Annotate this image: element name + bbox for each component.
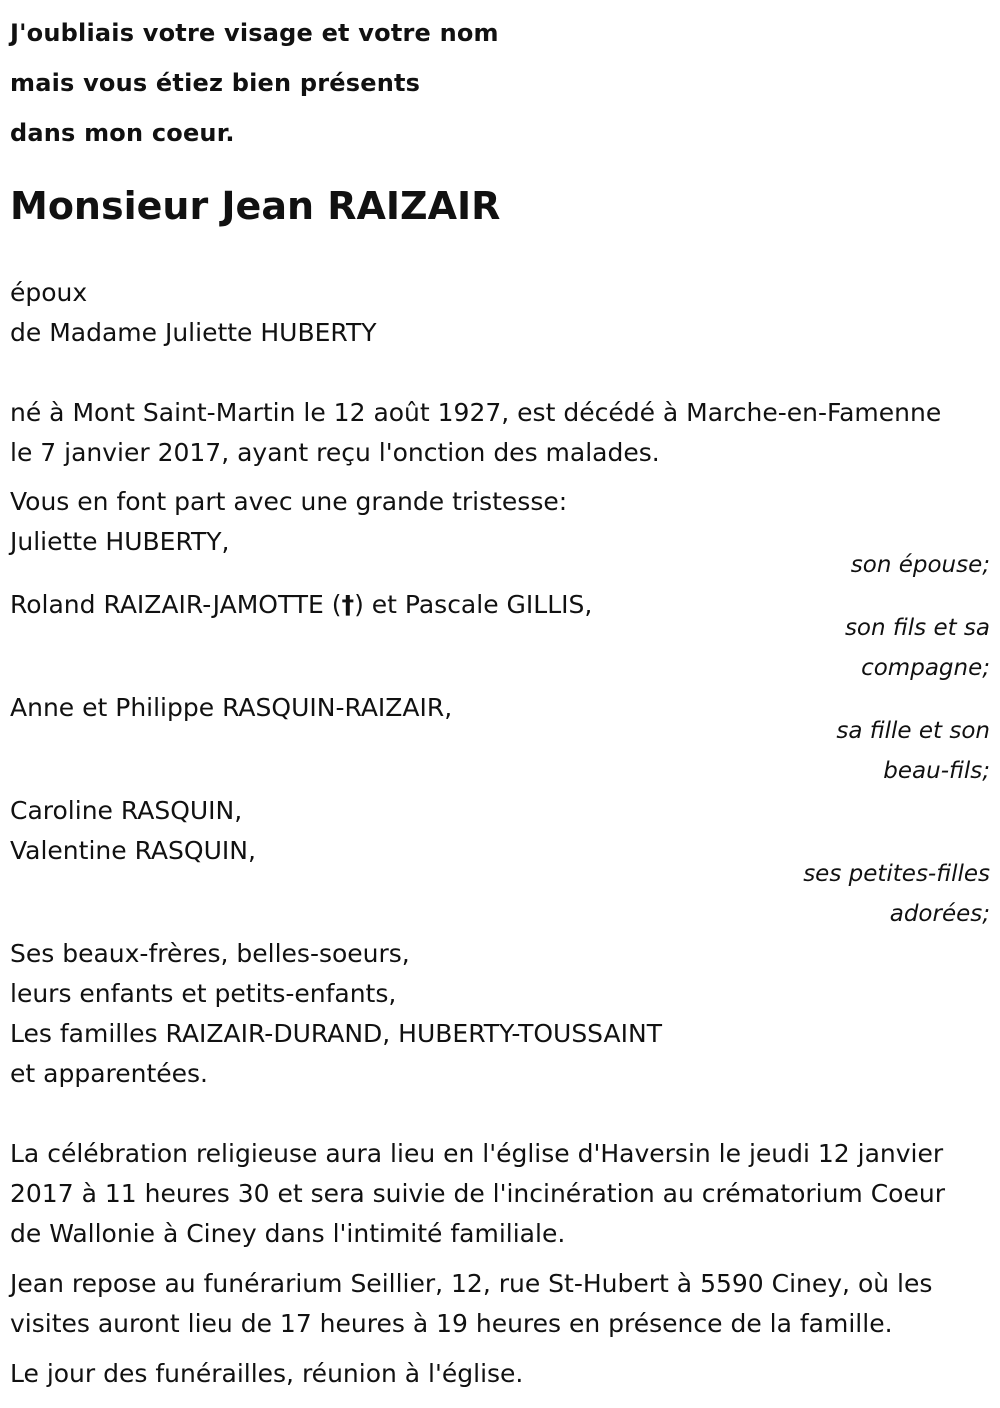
name-part: ) et Pascale GILLIS, bbox=[354, 590, 593, 619]
family-member-name: Juliette HUBERTY, bbox=[10, 527, 230, 556]
birth-death-line: né à Mont Saint-Martin le 12 août 1927, est décédé à Marche-en-Famenne bbox=[10, 398, 942, 427]
quote-line: dans mon coeur. bbox=[10, 119, 235, 147]
opening-quote bbox=[10, 8, 499, 158]
relatives-line: et apparentées. bbox=[10, 1059, 208, 1088]
spouse-name: de Madame Juliette HUBERTY bbox=[10, 318, 377, 347]
visit-line: Jean repose au funérarium Seillier, 12, rue St-Hubert à 5590 Ciney, où les bbox=[10, 1269, 933, 1298]
announcement: Vous en font part avec une grande tristesse: bbox=[10, 487, 568, 516]
final-note: Le jour des funérailles, réunion à l'église. bbox=[10, 1359, 524, 1388]
relatives-line: Les familles RAIZAIR-DURAND, HUBERTY-TOUSSAINT bbox=[10, 1019, 662, 1048]
family-member-role: ses petites-filles bbox=[803, 861, 990, 887]
quote-line: mais vous étiez bien présents bbox=[10, 69, 421, 97]
quote-line: J'oubliais votre visage et votre nom bbox=[10, 19, 499, 47]
visit-line: visites auront lieu de 17 heures à 19 heures en présence de la famille. bbox=[10, 1309, 893, 1338]
ceremony-line: de Wallonie à Ciney dans l'intimité familiale. bbox=[10, 1219, 566, 1248]
ceremony-line: 2017 à 11 heures 30 et sera suivie de l'incinération au crématorium Coeur bbox=[10, 1179, 945, 1208]
cross-icon: † bbox=[341, 590, 355, 619]
family-member-role: beau-fils; bbox=[883, 758, 990, 784]
family-member-role: sa fille et son bbox=[836, 718, 990, 744]
deceased-name-title: Monsieur Jean RAIZAIR bbox=[10, 184, 501, 228]
family-member-role: son fils et sa bbox=[844, 615, 990, 641]
relatives-line: leurs enfants et petits-enfants, bbox=[10, 979, 397, 1008]
relatives-line: Ses beaux-frères, belles-soeurs, bbox=[10, 939, 410, 968]
family-member-role: adorées; bbox=[889, 901, 990, 927]
family-member-name: Anne et Philippe RASQUIN-RAIZAIR, bbox=[10, 693, 453, 722]
family-member-name: Caroline RASQUIN, bbox=[10, 796, 243, 825]
family-member-role: son épouse; bbox=[850, 552, 990, 578]
family-member-name bbox=[10, 585, 592, 625]
family-member-name: Valentine RASQUIN, bbox=[10, 836, 256, 865]
birth-death-line: le 7 janvier 2017, ayant reçu l'onction des malades. bbox=[10, 438, 660, 467]
family-member-role: compagne; bbox=[861, 655, 990, 681]
ceremony-line: La célébration religieuse aura lieu en l'église d'Haversin le jeudi 12 janvier bbox=[10, 1139, 944, 1168]
name-part: Roland RAIZAIR-JAMOTTE ( bbox=[10, 590, 342, 619]
spouse-label: époux bbox=[10, 278, 88, 307]
